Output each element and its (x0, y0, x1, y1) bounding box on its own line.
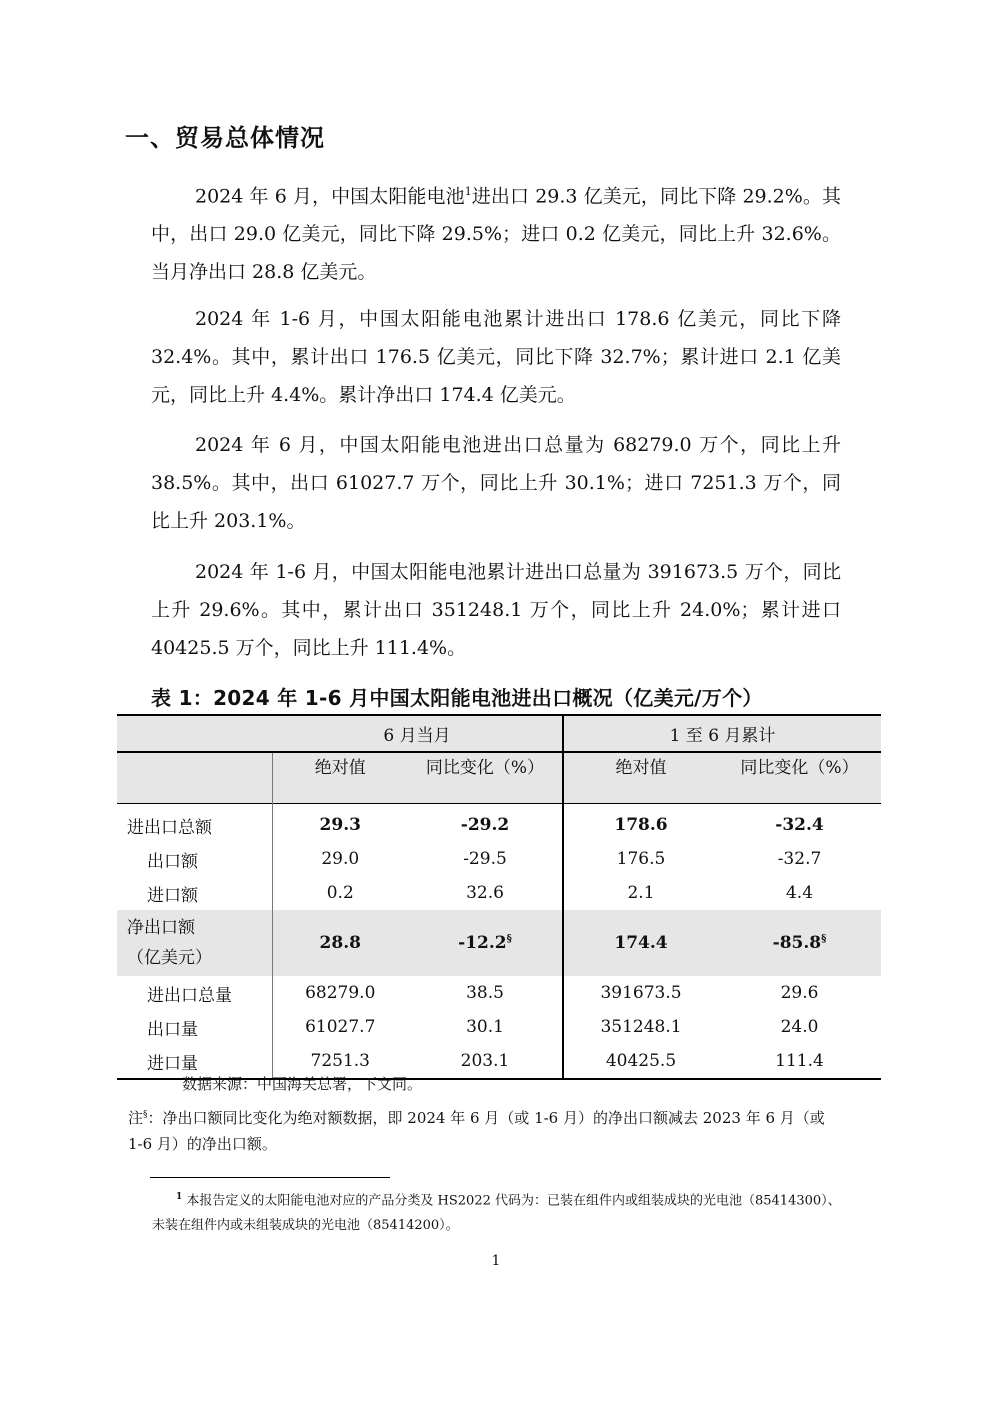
table-row (117, 804, 881, 843)
trade-overview-table (117, 714, 881, 1080)
col-june-yoy: 同比变化（%） (425, 758, 545, 778)
section-title: 一、贸易总体情况 (125, 124, 325, 152)
row-label: 进出口总额 (127, 817, 212, 838)
paragraph-1 (151, 173, 841, 291)
page-number: 1 (491, 1253, 501, 1269)
table-row (117, 842, 881, 876)
row-label-line1: 净出口额 (127, 918, 195, 938)
cell-value: 28.8 (272, 910, 408, 976)
paragraph-1-text-b: 进出口 29.3 亿美元，同比下降 29.2%。其中，出口 29.0 亿美元，同比下降 29.5%；进口 0.2 亿美元，同比上升 32.6%。当月净出口 28.8 亿美元。 (151, 185, 841, 284)
row-label-line2: （亿美元） (127, 948, 212, 968)
footnote-mark: 1 (176, 1192, 183, 1202)
row-label: 出口额 (147, 851, 198, 872)
row-label: 进出口总量 (147, 985, 232, 1006)
cell-value: -32.7 (777, 849, 822, 869)
cell-value: 30.1 (466, 1017, 504, 1037)
col-ytd-yoy: 同比变化（%） (740, 758, 859, 778)
header-ytd-label: 1 至 6 月累计 (669, 726, 776, 746)
cell-value: 176.5 (563, 842, 718, 876)
cell-value: 68279.0 (272, 976, 408, 1010)
header-ytd (563, 715, 881, 752)
note-prefix: 注 (128, 1109, 144, 1127)
cell-value-text: -85.8 (772, 933, 822, 953)
col-june-abs: 绝对值 (272, 752, 408, 804)
cell-value: 174.4 (563, 910, 718, 976)
table-group-header (117, 715, 881, 752)
header-june (272, 715, 563, 752)
row-label: 出口量 (147, 1019, 198, 1040)
row-label: 进口量 (147, 1053, 198, 1074)
cell-value-text: -12.2 (458, 933, 507, 953)
footnote-text: 本报告定义的太阳能电池对应的产品分类及 HS2022 代码为：已装在组件内或组装成块的光电池（85414300）、未装在组件内或未组装成块的光电池（85414200）。 (152, 1193, 841, 1234)
cell-value: 203.1 (460, 1051, 510, 1071)
header-empty-cell (117, 715, 272, 752)
table-row (117, 876, 881, 910)
table-row (117, 1010, 881, 1044)
cell-value: 40425.5 (563, 1044, 718, 1079)
row-label (117, 910, 272, 976)
cell-value (718, 910, 881, 976)
cell-value: 0.2 (272, 876, 408, 910)
cell-value: 351248.1 (563, 1010, 718, 1044)
table-column-header (117, 752, 881, 804)
section-mark: § (506, 933, 512, 945)
cell-value: 29.0 (272, 842, 408, 876)
header-june-label: 6 月当月 (383, 726, 451, 746)
cell-value: -29.2 (460, 815, 510, 835)
paragraph-3: 2024 年 6 月，中国太阳能电池进出口总量为 68279.0 万个，同比上升 38.5%。其中，出口 61027.7 万个，同比上升 30.1%；进口 7251.3 万个，同比上升 203.1%。 (151, 434, 841, 532)
header-empty-cell (117, 752, 272, 804)
table-row (117, 976, 881, 1010)
paragraph-4: 2024 年 1-6 月，中国太阳能电池累计进出口总量为 391673.5 万个，同比上升 29.6%。其中，累计出口 351248.1 万个，同比上升 24.0%；累计进口 40425.5 万个，同比上升 111.4%。 (151, 561, 841, 659)
table-caption: 表 1：2024 年 1-6 月中国太阳能电池进出口概况（亿美元/万个） (151, 686, 763, 710)
cell-value: 24.0 (780, 1017, 819, 1037)
section-mark: § (821, 933, 827, 945)
footnote-ref[interactable]: 1 (464, 185, 472, 198)
paragraph-2: 2024 年 1-6 月，中国太阳能电池累计进出口 178.6 亿美元，同比下降 32.4%。其中，累计出口 176.5 亿美元，同比下降 32.7%；累计进口 2.1 亿美元，同比上升 4.4%。累计净出口 174.4 亿美元。 (151, 308, 841, 406)
cell-value: 4.4 (785, 883, 814, 903)
cell-value: 391673.5 (563, 976, 718, 1010)
row-label: 进口额 (147, 885, 198, 906)
cell-value: 61027.7 (272, 1010, 408, 1044)
data-source-note: 数据来源：中国海关总署，下文同。 (182, 1075, 423, 1093)
cell-value: 2.1 (563, 876, 718, 910)
table-note (128, 1102, 844, 1157)
cell-value: 111.4 (775, 1051, 824, 1071)
note-text: ：净出口额同比变化为绝对额数据，即 2024 年 6 月（或 1-6 月）的净出口额减去 2023 年 6 月（或 1-6 月）的净出口额。 (128, 1109, 825, 1153)
cell-value: 38.5 (466, 983, 504, 1003)
paragraph-1-text-a: 2024 年 6 月，中国太阳能电池 (195, 185, 465, 208)
col-ytd-abs: 绝对值 (563, 752, 718, 804)
cell-value: 32.6 (466, 883, 504, 903)
cell-value: 29.6 (780, 983, 819, 1003)
footnote (152, 1185, 842, 1238)
table-row-net-export (117, 910, 881, 976)
cell-value (408, 910, 563, 976)
cell-value: 178.6 (563, 804, 718, 843)
cell-value: -29.5 (463, 849, 507, 869)
footnote-divider (150, 1177, 390, 1178)
cell-value: 29.3 (272, 804, 408, 843)
note-mark: § (143, 1110, 148, 1120)
cell-value: 7251.3 (272, 1044, 408, 1079)
cell-value: -32.4 (775, 815, 824, 835)
